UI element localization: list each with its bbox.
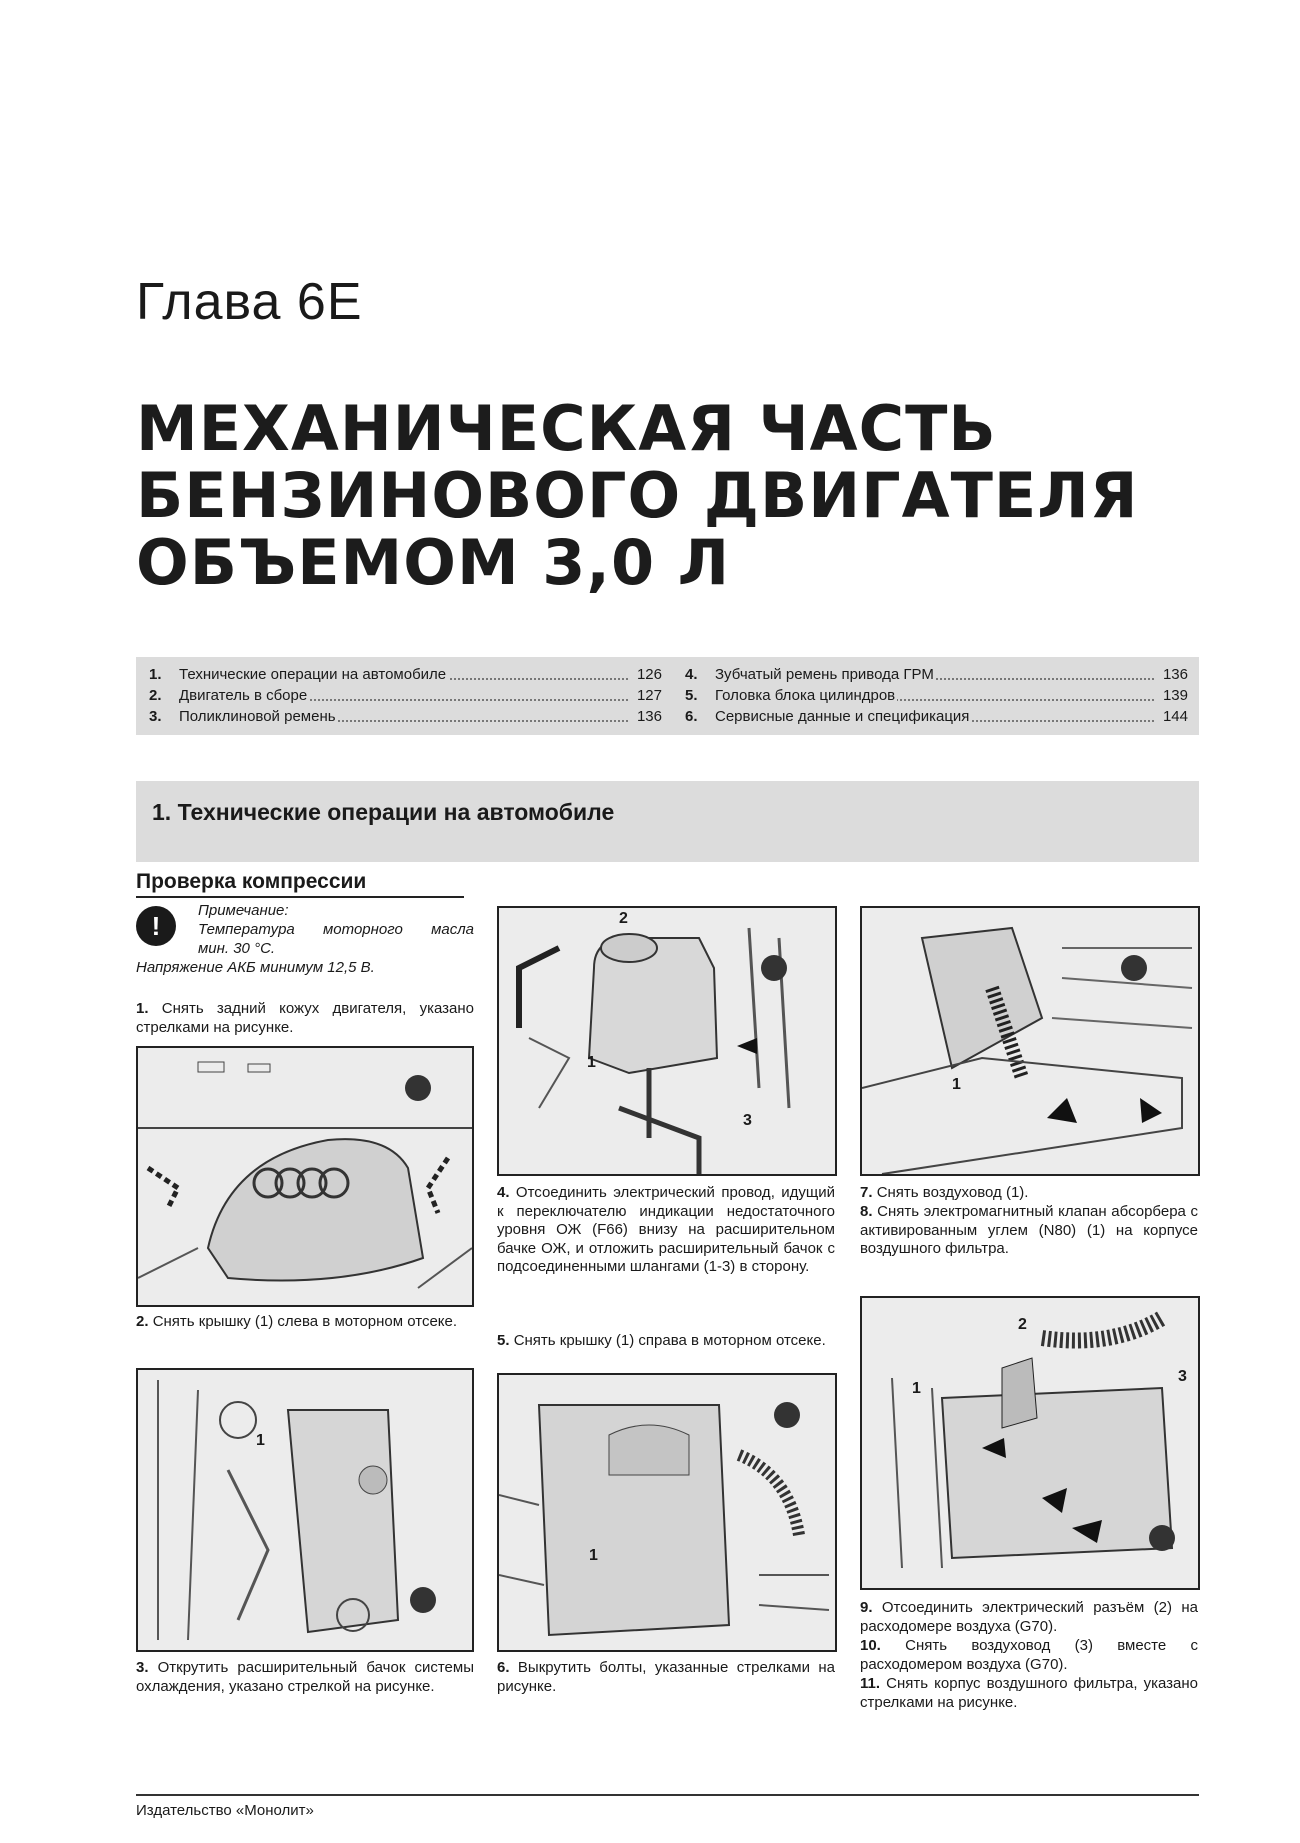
note-text: мин. 30 °С. xyxy=(198,940,276,957)
section-header xyxy=(136,781,1199,862)
table-of-contents xyxy=(136,657,1199,735)
toc-page: 139 xyxy=(1162,687,1188,704)
note-text: Напряжение АКБ минимум 12,5 В. xyxy=(136,959,375,976)
note-box xyxy=(136,902,476,980)
step-text: Снять корпус воздушного фильтра, указано стрелками на рисунке. xyxy=(860,1675,1198,1711)
step-text: Выкрутить болты, указанные стрелками на рисунке. xyxy=(497,1659,835,1695)
toc-page: 126 xyxy=(636,666,662,683)
step-text: Снять воздуховод (3) вместе с расходомером воздуха (G70). xyxy=(860,1637,1198,1673)
figure-callout: 2 xyxy=(619,910,628,927)
toc-label: Головка блока цилиндров xyxy=(715,687,896,704)
toc-number: 1. xyxy=(149,666,162,683)
step-text: Снять электромагнитный клапан абсорбера с активированным углем (N80) (1) на корпусе воздушного фильтра. xyxy=(860,1203,1198,1257)
figure-engine-cover xyxy=(136,1046,474,1307)
figure-callout: 3 xyxy=(1178,1368,1187,1385)
step-caption xyxy=(136,1659,474,1696)
toc-entry[interactable] xyxy=(149,685,662,706)
step-number: 5. xyxy=(497,1332,510,1349)
toc-page: 136 xyxy=(636,708,662,725)
step-caption xyxy=(860,1599,1198,1636)
toc-page: 144 xyxy=(1162,708,1188,725)
step-number: 8. xyxy=(860,1203,873,1220)
step-caption xyxy=(136,1313,474,1332)
toc-entry[interactable] xyxy=(149,664,662,685)
toc-entry[interactable] xyxy=(685,685,1188,706)
step-number: 1. xyxy=(136,1000,149,1017)
step-text: Отсоединить электрический провод, идущий к переключателю индикации недостаточного уровня ОЖ (F66) внизу на расширительном бачке ОЖ, и отложить расширительный бачок с подсоединенными шлангами (1-3) в сторону. xyxy=(497,1184,835,1275)
chapter-title xyxy=(136,392,1139,599)
step-number: 11. xyxy=(860,1675,881,1692)
figure-callout: 1 xyxy=(952,1076,961,1093)
figure-callout: 2 xyxy=(1018,1316,1027,1333)
step-text: Открутить расширительный бачок системы охлаждения, указано стрелкой на рисунке. xyxy=(136,1659,474,1695)
figure-callout: 1 xyxy=(256,1432,265,1449)
step-text: Снять воздуховод (1). xyxy=(876,1184,1029,1201)
step-caption xyxy=(860,1637,1198,1674)
section-title: 1. Технические операции на автомобиле xyxy=(152,799,615,825)
figure-expansion-tank xyxy=(497,906,837,1176)
toc-entry[interactable] xyxy=(149,706,662,727)
step-caption xyxy=(860,1184,1198,1203)
toc-page: 127 xyxy=(636,687,662,704)
title-line: ОБЪЕМОМ 3,0 Л xyxy=(136,526,731,599)
figure-air-flow-meter xyxy=(860,1296,1200,1590)
figure-cover-right xyxy=(497,1373,837,1652)
toc-number: 4. xyxy=(685,666,698,683)
note-text: Температура моторного масла xyxy=(198,921,474,938)
step-number: 3. xyxy=(136,1659,149,1676)
step-number: 4. xyxy=(497,1184,510,1201)
step-caption xyxy=(497,1659,835,1696)
step-text: Снять крышку (1) справа в моторном отсеке. xyxy=(513,1332,826,1349)
step-caption xyxy=(860,1203,1198,1259)
toc-label: Сервисные данные и спецификация xyxy=(715,708,970,725)
toc-label: Поликлиновой ремень xyxy=(179,708,336,725)
subsection-heading: Проверка компрессии xyxy=(136,870,464,898)
toc-number: 5. xyxy=(685,687,698,704)
title-line: БЕНЗИНОВОГО ДВИГАТЕЛЯ xyxy=(136,459,1139,532)
toc-column-left xyxy=(149,664,662,727)
figure-callout: 3 xyxy=(743,1112,752,1129)
toc-label: Технические операции на автомобиле xyxy=(179,666,447,683)
footer-rule xyxy=(136,1794,1199,1796)
toc-entry[interactable] xyxy=(685,706,1188,727)
figure-coolant-tank-left xyxy=(136,1368,474,1652)
step-number: 7. xyxy=(860,1184,873,1201)
title-line: МЕХАНИЧЕСКАЯ ЧАСТЬ xyxy=(136,392,997,465)
toc-label: Двигатель в сборе xyxy=(179,687,308,704)
toc-column-right xyxy=(685,664,1188,727)
step-text: Снять задний кожух двигателя, указано стрелками на рисунке. xyxy=(136,1000,474,1036)
figure-callout: 1 xyxy=(587,1054,596,1071)
step-number: 9. xyxy=(860,1599,873,1616)
toc-number: 6. xyxy=(685,708,698,725)
step-caption xyxy=(136,1000,474,1037)
publisher-footer: Издательство «Монолит» xyxy=(136,1802,314,1819)
toc-label: Зубчатый ремень привода ГРМ xyxy=(715,666,934,683)
step-caption xyxy=(497,1184,835,1277)
step-caption xyxy=(860,1675,1198,1712)
toc-entry[interactable] xyxy=(685,664,1188,685)
chapter-label: Глава 6E xyxy=(136,273,363,331)
step-number: 6. xyxy=(497,1659,510,1676)
toc-number: 3. xyxy=(149,708,162,725)
toc-number: 2. xyxy=(149,687,162,704)
step-number: 10. xyxy=(860,1637,881,1654)
note-label: Примечание: xyxy=(198,902,289,919)
figure-callout: 1 xyxy=(589,1547,598,1564)
toc-page: 136 xyxy=(1162,666,1188,683)
figure-callout: 1 xyxy=(912,1380,921,1397)
step-text: Отсоединить электрический разъём (2) на расходомере воздуха (G70). xyxy=(860,1599,1199,1635)
step-number: 2. xyxy=(136,1313,149,1330)
step-caption xyxy=(497,1332,835,1351)
figure-air-duct xyxy=(860,906,1200,1176)
step-text: Снять крышку (1) слева в моторном отсеке. xyxy=(152,1313,458,1330)
note-icon: ! xyxy=(136,906,176,946)
